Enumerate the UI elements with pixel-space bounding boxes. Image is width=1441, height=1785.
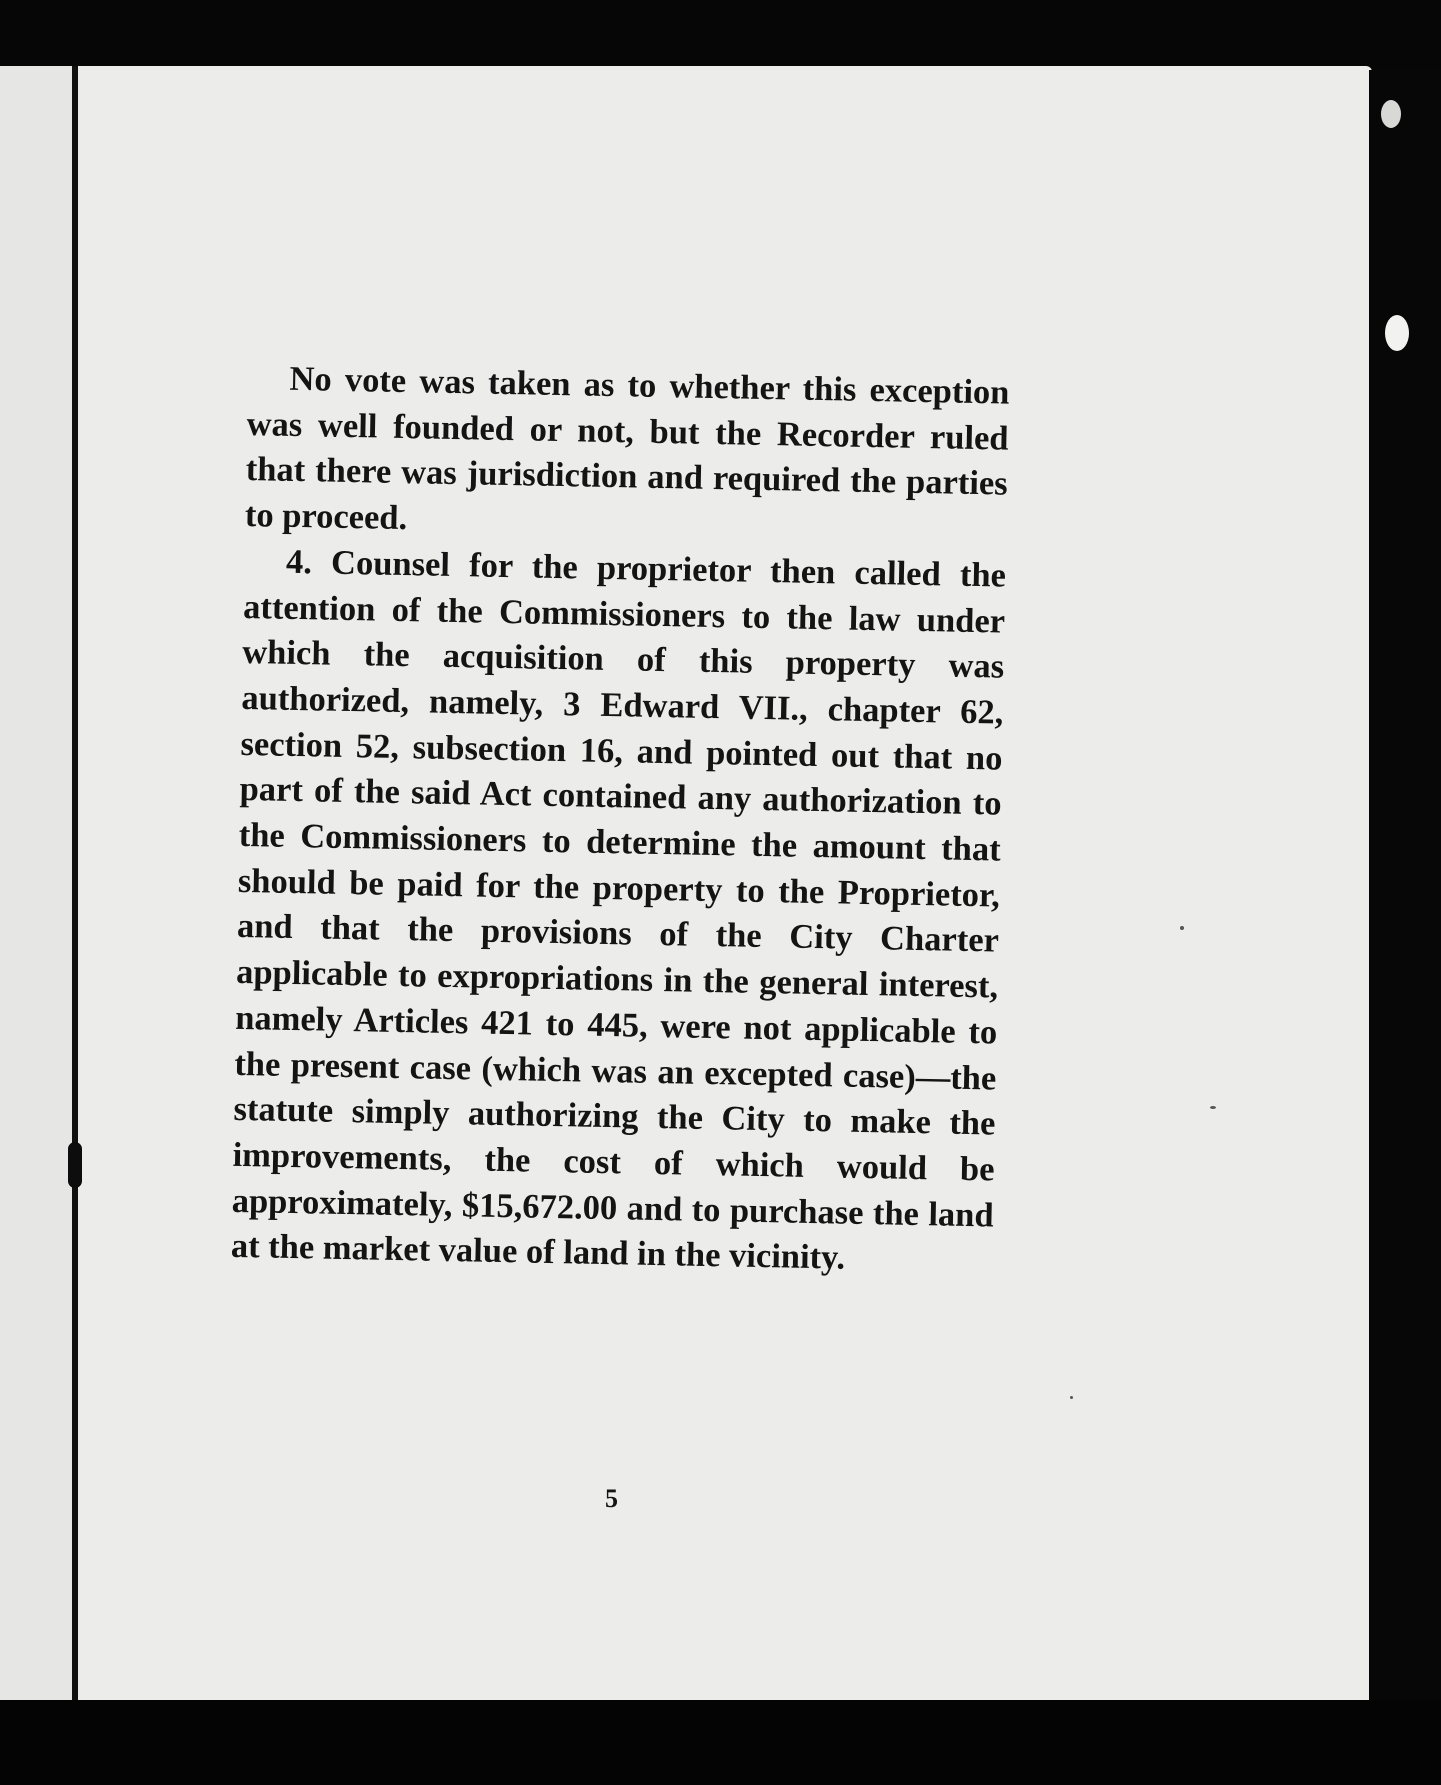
edge-smudge <box>1385 315 1409 351</box>
book-spine-line <box>72 66 78 1702</box>
paragraph-counsel: 4. Counsel for the proprietor then called the attention of the Commissioners to the law under which the acquisition of this property was authorized, namely, 3 Edward VII., chapter 62, section 52, subsection 16, and pointed out that no part of the said Act contained any authorization to the Commissioners to determine the amount that should be paid for the property to the Proprietor, and that the provisions of the City Charter applicable to expropriations in the general interest, namely Articles 421 to 445, were not applicable to the present case (which was an excepted case)—the statute simply authorizing the City to make the improvements, the cost of which would be approximately, $15,672.00 and to purchase the land at the market value of land in the vicinity. <box>230 542 1007 1277</box>
scan-right-border <box>1369 70 1441 1702</box>
scan-bottom-border <box>0 1700 1441 1785</box>
paragraph-ruling: No vote was taken as to whether this exception was well founded or not, but the Recorder ruled that there was jurisdiction and required the parties to proceed. <box>244 359 1010 538</box>
edge-smudge <box>1381 100 1401 128</box>
scan-top-border <box>0 0 1441 70</box>
dust-speck <box>1210 1106 1216 1109</box>
facing-page-edge <box>0 66 72 1702</box>
body-text <box>230 356 1009 1285</box>
dust-speck <box>1180 926 1184 930</box>
spine-ink-blot <box>68 1142 82 1188</box>
dust-speck <box>1070 1396 1073 1399</box>
page-number: 5 <box>605 1484 618 1513</box>
book-page <box>0 66 1372 1702</box>
